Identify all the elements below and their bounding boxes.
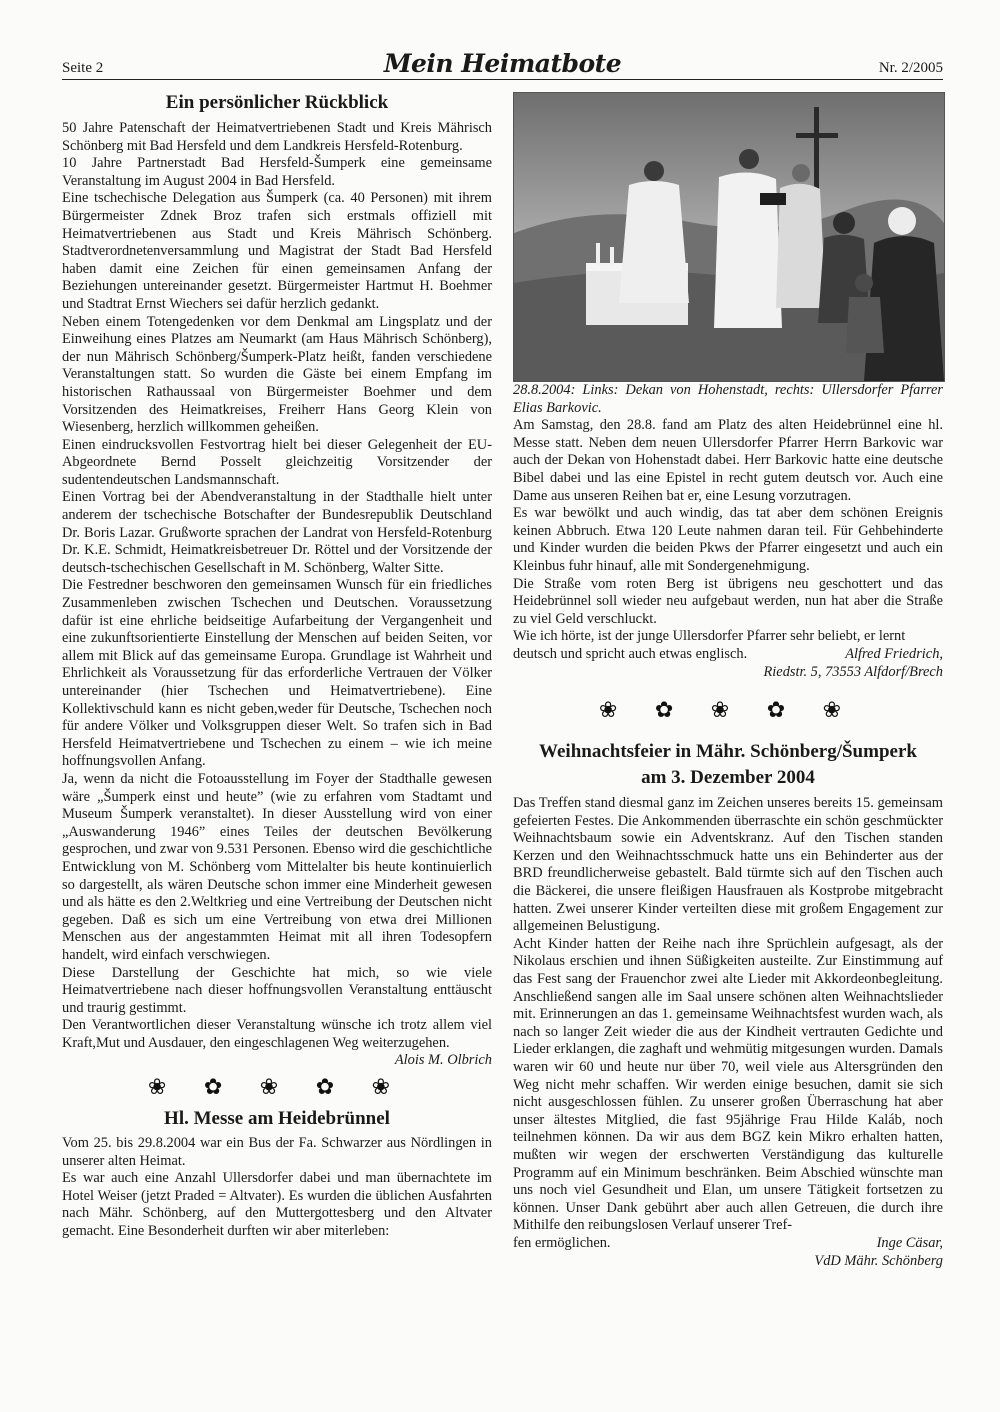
ornament-divider: ❀ ✿ ❀ ✿ ❀ (598, 697, 858, 723)
issue-number: Nr. 2/2005 (878, 60, 943, 76)
page-header (62, 46, 943, 80)
signature-line (513, 1235, 943, 1253)
article-author: Alfred Friedrich, (845, 645, 943, 662)
paragraph: Neben einem Totengedenken vor dem Denkmal am Lingsplatz und der Einweihung eines Platzes am Neumarkt (am Haus Mährisch Schönberg), der nun Mährisch Schönberg/Šumperk-Platz heißt, fanden verschiedene Veranstaltungen statt. So wurden die Gäste bei einem Empfang im historischen Rathaussaal von Bürgermeister Boehmer und dem Vorsitzenden des Heimatkreises, Freiherr Hans Georg Klein von Wiesenberg, herzlich willkommen geheißen. (62, 313, 492, 436)
paragraph: Wie ich hörte, ist der junge Ullersdorfer Pfarrer sehr beliebt, er lernt (513, 628, 906, 645)
header-rule (62, 79, 943, 80)
article-author: Alois M. Olbrich (394, 1052, 492, 1069)
ornament-divider: ❀ ✿ ❀ ✿ ❀ (147, 1074, 407, 1100)
right-column (513, 92, 943, 1270)
photo-illustration (514, 93, 944, 381)
mass-photo (513, 92, 945, 382)
paragraph: Einen Vortrag bei der Abendveranstaltung in der Stadthalle hielt unter anderem der tschechische Botschafter der Bundesrepublik Deutschland Dr. Boris Lazar. Grußworte sprachen der Landrat von Hersfeld-Rotenburg Dr. K.E. Schmidt, Heimatkreisbetreuer Dr. Röttel und der Vorsitzende der deutsch-tschechischen Gesellschaft in M. Schönberg, Walter Sitte. (62, 489, 492, 576)
paragraph: Einen eindrucksvollen Festvortrag hielt bei dieser Gelegenheit der EU-Abgeordnete Bernd Posselt gleichzeitig Vorsitzender der sudentendeutschen Landsmannschaft. (62, 436, 492, 488)
left-column (62, 92, 492, 1241)
article-title-weihnachtsfeier: Weihnachtsfeier in Mähr. Schönberg/Šumperk (539, 741, 917, 763)
paragraph: Diese Darstellung der Geschichte hat mich, so wie viele Heimatvertriebene nach dieser hoffnungsvollen Veranstaltung enttäuscht und traurig gestimmt. (62, 964, 492, 1016)
article-title-messe: Hl. Messe am Heidebrünnel (164, 1108, 390, 1130)
paragraph: Vom 25. bis 29.8.2004 war ein Bus der Fa. Schwarzer aus Nördlingen in unserer alten Heimat. (62, 1135, 492, 1169)
paragraph: Am Samstag, den 28.8. fand am Platz des alten Heidebrünnel eine hl. Messe statt. Neben dem neuen Ullersdorfer Pfarrer Herrn Barkovic war auch der Dekan von Hohenstadt dabei. Herr Barkovic hatte eine deutsche Bibel dabei und las eine Epistel in recht gutem deutsch vor. Auch eine Dame aus unseren Reihen bat er, eine Lesung vorzutragen. (513, 417, 943, 504)
paragraph: Das Treffen stand diesmal ganz im Zeichen unseres bereits 15. gemeinsam gefeierten Festes. Die Ankommenden überraschte ein schön geschmückter Weihnachtsbaum sowie ein Adventskranz. Auf den Tischen standen Kerzen und den Weihnachtsschmuck hatte uns ein Behinderter aus der BRD freundlicherweise gebastelt. Bald türmte sich auf den Tischen auch die Bäckerei, die unsere fleißigen Hausfrauen als Kostprobe mitgebracht hatten. Zwei unserer Kinder verteilten diese mit großem Engagement zur allgemeinen Belustigung. (513, 795, 943, 935)
article-subtitle-date: am 3. Dezember 2004 (641, 767, 815, 789)
paragraph: Den Verantwortlichen dieser Veranstaltung wünsche ich trotz allem viel Kraft,Mut und Ausdauer, den eingeschlagenen Weg weiterzugehen. (62, 1017, 492, 1051)
page-number: Seite 2 (62, 60, 104, 76)
paragraph: Ja, wenn da nicht die Fotoausstellung im Foyer der Stadthalle gewesen wäre „Šumperk einst und heute” (wie zu erfahren vom Stadtamt und Museum Šumperk veranstaltet). In dieser Ausstellung wird von einer „Auswanderung 1946” eines Teiles der deutschen Bevölkerung gesprochen, und zwar von 9.531 Personen. Ebenso wird die geschichtliche Entwicklung von M. Schönberg vom Mittelalter bis heute kontinuierlich so dargestellt, als wären Deutsche schon immer eine Minderheit gewesen und als hätte es den 2.Weltkrieg und eine Vertreibung der Deutschen nicht gegeben. Daß es sich um eine Vertreibung von etwa drei Millionen Menschen aus der angestammten Heimat mit all ihren Todesopfern handelt, wird einfach verschwiegen. (62, 770, 493, 963)
article-title-rueckblick: Ein persönlicher Rückblick (165, 92, 389, 113)
paragraph: Acht Kinder hatten der Reihe nach ihre Sprüchlein aufgesagt, als der Nikolaus erschien und ihnen Süßigkeiten austeilte. Zur Einstimmung auf das Fest sang der Frauenchor zwei alte Lieder mit Akkordeonbegleitung. Anschließend sangen alle im Saal unsere schönen alten Weihnachtslieder mit. Erinnerungen an das 1. gemeinsame Weihnachtsfest wurden wach, als nach so langer Zeit wieder die aus der Kindheit vertrauten Gedichte und Lieder erklangen, die zaghaft und wehmütig mitgesungen wurden. Damals waren wir 60 und heute nur über 70, weil viele aus Altersgründen den Weg nicht mehr schaffen. Wir werden einige besuchen, damit sie sich nicht ausgeschlossen fühlen. Zu unserer großen Überraschung hat aber unser ältestes Mitglied, die fast 95jährige Frau Hilde Kaláb, noch teilnehmen können. Da wir aus dem BGZ kein Mikro erhalten hatten, mußten wir wegen der erschwerten Verständigung das kulturelle Programm auf ein Minimum beschränken. Beim Abschied wünschte man uns noch viel Gesundheit und Elan, um unsere Tätigkeit fortsetzen zu können. Unser Dank gebührt aber auch allen Getreuen, die durch ihre Mithilfe den reibungslosen Verlauf unserer Tref- (513, 935, 943, 1234)
paragraph: Es war bewölkt und auch windig, das tat aber dem schönen Ereignis keinen Abbruch. Etwa 120 Leute nahmen daran teil. Für Gehbehinderte und Kinder wurden die beiden Pkws der Pfarrer eingesetzt und auch ein Kleinbus fuhr hinauf, alle mit Sondergenehmigung. (513, 505, 943, 574)
paragraph: Es war auch eine Anzahl Ullersdorfer dabei und man übernachtete im Hotel Weiser (jetzt Praded = Altvater). Es wurden die üblichen Ausfahrten nach Mähr. Schönberg, auf den Muttergottesberg und den Altvater gemacht. Eine Besonderheit durften wir aber miterleben: (62, 1170, 492, 1240)
paragraph-end: fen ermöglichen. (513, 1234, 611, 1251)
author-organization: VdD Mähr. Schönberg (814, 1252, 943, 1269)
masthead-title: Mein Heimatbote (383, 49, 622, 78)
paragraph: Die Straße vom roten Berg ist übrigens neu geschottert und das Heidebrünnel soll wieder neu aufgebaut werden, nun hat aber die Straße zu viel Geld verschluckt. (513, 575, 943, 627)
photo-caption: 28.8.2004: Links: Dekan von Hohenstadt, rechts: Ullersdorfer Pfarrer Elias Barkovic. (513, 382, 943, 416)
article-author: Inge Cäsar, (876, 1234, 943, 1251)
paragraph-end: deutsch und spricht auch etwas englisch. (513, 645, 748, 662)
author-address: Riedstr. 5, 73553 Alfdorf/Brech (763, 663, 943, 680)
paragraph: 10 Jahre Partnerstadt Bad Hersfeld-Šumperk eine gemeinsame Veranstaltung im August 2004 in Bad Hersfeld. (62, 155, 492, 189)
paragraph: Die Festredner beschworen den gemeinsamen Wunsch für ein friedliches Zusammenleben zwischen Tschechen und Deutschen. Voraussetzung dafür ist eine ehrliche beidseitige Aufarbeitung der Vergangenheit und eine zukunftsorientierte Einstellung der Menschen auf beiden Seiten, vor allem mit Blick auf das gemeinsame Europa. Grundlage ist Wahrheit und Ehrlichkeit als Voraussetzung für das erforderliche Vertrauen der Völker untereinander (hier Tschechen und Heimatvertriebene). Eine Kollektivschuld kann es nicht geben,weder für Deutsche, Tschechen noch für andere Völker und Volksgruppen dieser Welt. So trafen sich in Bad Hersfeld Heimatvertriebene und Tschechen zu einem – wie ich meine hoffnungsvollen Anfang. (62, 577, 492, 770)
paragraph: 50 Jahre Patenschaft der Heimatvertriebenen Stadt und Kreis Mährisch Schönberg mit Bad Hersfeld und dem Landkreis Hersfeld-Rotenburg. (62, 120, 492, 154)
signature-line (513, 646, 943, 664)
paragraph: Eine tschechische Delegation aus Šumperk (ca. 40 Personen) mit ihrem Bürgermeister Zdnek Broz trafen sich erstmals offiziell mit Heimatvertriebenen aus Stadt und Kreis Mährisch Schönberg. Stadtverordnetenversammlung und Magistrat der Stadt Bad Hersfeld haben damit eine Zeichen für einen gemeinsamen Anfang der Beziehungen untereinander gesetzt. Bürgermeister Hartmut H. Boehmer und Stadtrat Ernst Wiechers sei dafür herzlich gedankt. (62, 190, 492, 312)
